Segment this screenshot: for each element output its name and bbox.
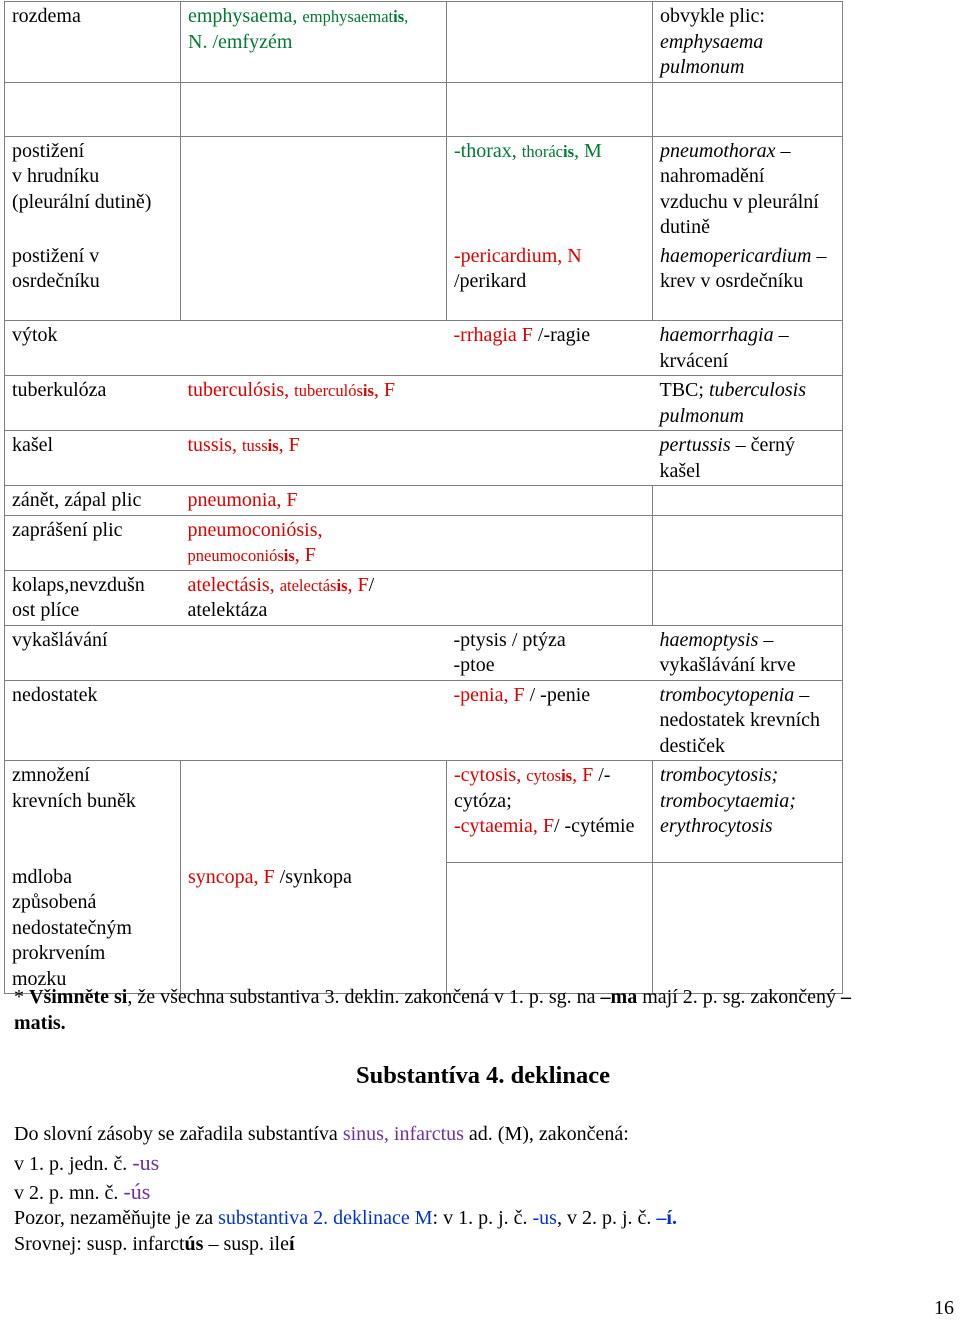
cell-term: trombocytopenia – nedostatek krevních destiček — [653, 680, 843, 761]
cell-czech: kolaps,nevzdušn ost plíce — [5, 570, 181, 625]
table-row — [5, 376, 843, 431]
paragraph-1: Do slovní zásoby se zařadila substantíva sinus, infarctus ad. (M), zakončená: — [14, 1123, 629, 1145]
cell-czech: výtok — [5, 321, 181, 376]
cell-latin: pneumoconiósis, pneumoconiósis, F — [181, 515, 653, 570]
page-number: 16 — [934, 1297, 954, 1319]
cell-term: haemopericardium – krev v osrdečníku — [653, 242, 843, 321]
table-row — [5, 431, 843, 486]
paragraph-5: Srovnej: susp. infarctús – susp. ileí — [14, 1233, 295, 1255]
cell-term: TBC; tuberculosis pulmonum — [653, 376, 843, 431]
paragraph-2: v 1. p. jedn. č. -us — [14, 1150, 160, 1175]
cell-suffix: -ptysis / ptýza -ptoe — [447, 625, 653, 680]
cell-czech: vykašlávání — [5, 625, 181, 680]
cell-suffix: -thorax, thorácis, M — [447, 136, 653, 242]
table-row — [5, 570, 843, 625]
cell-term: trombocytosis; trombocytaemia; erythrocytosis — [653, 761, 843, 863]
cell-czech: zánět, zápal plic — [5, 486, 181, 516]
cell-latin: pneumonia, F — [181, 486, 653, 516]
table-row — [5, 486, 843, 516]
note-line-1: * Všimněte si, že všechna substantiva 3. deklin. zakončená v 1. p. sg. na –ma mají 2. p. sg. zakončený – — [14, 986, 852, 1008]
cell-latin: atelectásis, atelectásis, F/ atelektáza — [181, 570, 653, 625]
paragraph-3: v 2. p. mn. č. -ús — [14, 1179, 151, 1204]
cell-czech: zmnožení krevních buněk — [5, 761, 181, 863]
table-row — [5, 136, 843, 242]
table-row — [5, 680, 843, 761]
cell-term: pneumothorax – nahromadění vzduchu v pleurální dutině — [653, 136, 843, 242]
cell-czech: mdloba způsobená nedostatečným prokrvením mozku — [5, 863, 181, 994]
cell-suffix: -cytosis, cytosis, F /-cytóza; -cytaemia, F/ -cytémie — [447, 761, 653, 863]
cell-latin: tussis, tussis, F — [181, 431, 653, 486]
cell-term: obvykle plic: emphysaema pulmonum — [653, 2, 843, 83]
table-row — [5, 515, 843, 570]
cell-czech: nedostatek — [5, 680, 181, 761]
cell-suffix: -penia, F / -penie — [447, 680, 653, 761]
cell-czech: kašel — [5, 431, 181, 486]
column-divider — [446, 2, 447, 82]
cell-latin: tuberculósis, tuberculósis, F — [181, 376, 653, 431]
table-row — [5, 625, 843, 680]
table-row — [5, 82, 843, 136]
cell-czech: tuberkulóza — [5, 376, 181, 431]
cell-term: haemorrhagia – krvácení — [653, 321, 843, 376]
vocabulary-table — [4, 1, 843, 994]
cell-czech: rozdema — [5, 2, 181, 83]
cell-suffix: -rrhagia F /-ragie — [447, 321, 653, 376]
cell-suffix: -pericardium, N /perikard — [447, 242, 653, 321]
table-row — [5, 2, 843, 83]
cell-latin: syncopa, F /synkopa — [181, 863, 447, 994]
table-row — [5, 761, 843, 863]
cell-term: pertussis – černý kašel — [653, 431, 843, 486]
cell-czech: zaprášení plic — [5, 515, 181, 570]
cell-czech: postižení v osrdečníku — [5, 242, 181, 321]
table-row — [5, 863, 843, 994]
cell-czech: postižení v hrudníku (pleurální dutině) — [5, 136, 181, 242]
table-row — [5, 321, 843, 376]
cell-latin: emphysaema, emphysaematis, N. /emfyzém — [181, 2, 653, 83]
table-row — [5, 242, 843, 321]
section-heading: Substantíva 4. deklinace — [356, 1062, 610, 1089]
note-line-2: matis. — [14, 1012, 66, 1034]
cell-term: haemoptysis – vykašlávání krve — [653, 625, 843, 680]
paragraph-4: Pozor, nezaměňujte je za substantiva 2. deklinace M: v 1. p. j. č. -us, v 2. p. j. č. –í. — [14, 1207, 677, 1229]
